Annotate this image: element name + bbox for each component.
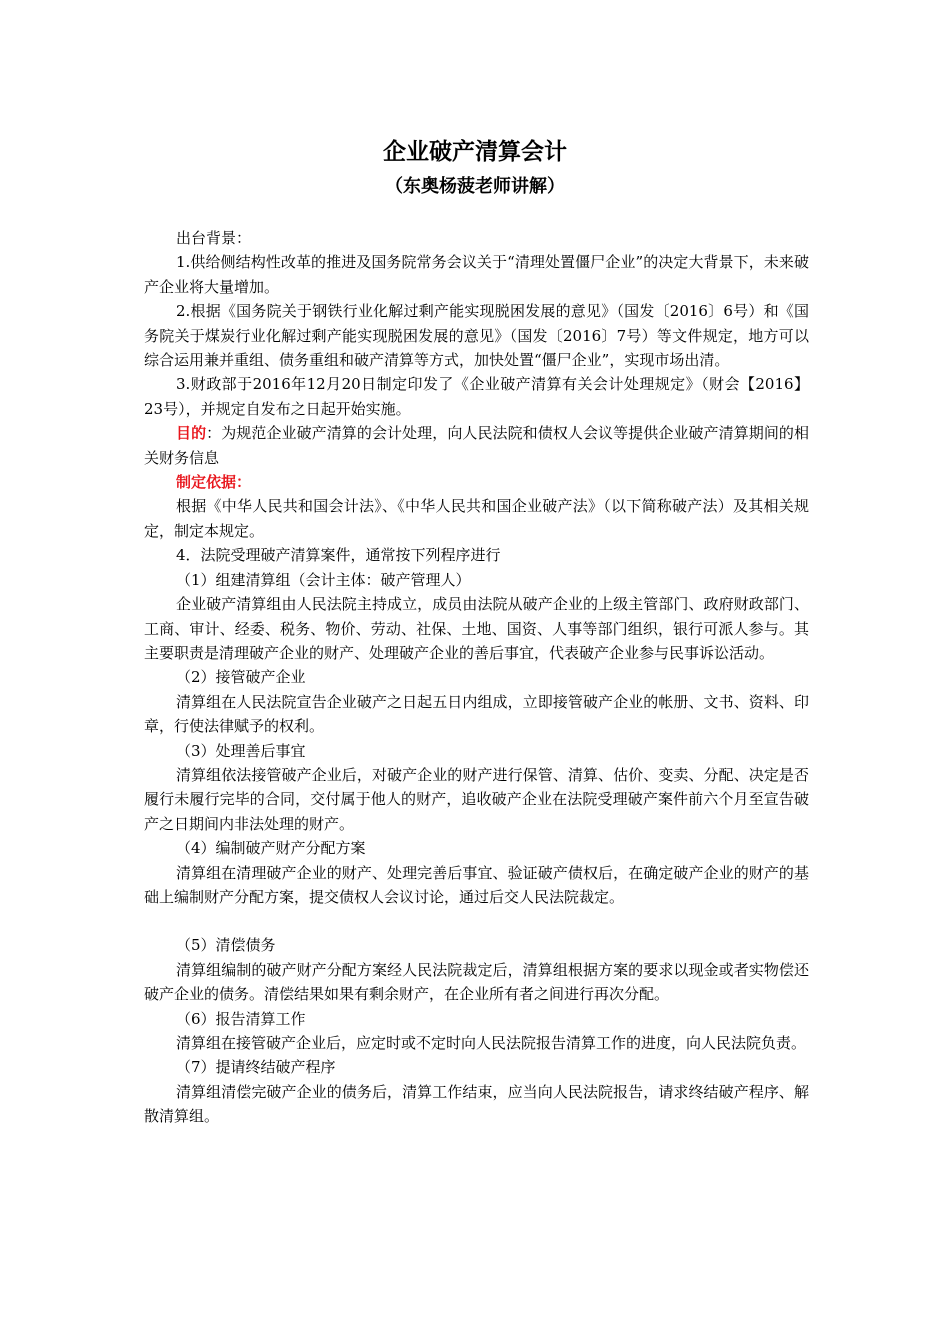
step-title: （4）编制破产财产分配方案 [176, 839, 366, 858]
purpose-label: 目的 [176, 424, 207, 443]
background-heading: 出台背景： [176, 229, 252, 247]
paragraph-gap [144, 909, 809, 933]
step-title: （6）报告清算工作 [176, 1009, 306, 1028]
background-point-3: 3.财政部于2016年12月20日制定印发了《企业破产清算有关会计处理规定》（财会【2016】23号），并规定自发布之日起开始实施。 [144, 375, 809, 418]
background-point-2: 2.根据《国务院关于钢铁行业化解过剩产能实现脱困发展的意见》（国发〔2016〕6号）和《国务院关于煤炭行业化解过剩产能实现脱困发展的意见》（国发〔2016〕7号）等文件规定，地方可以综合运用兼并重组、债务重组和破产清算等方式，加快处置“僵尸企业”，实现市场出清。 [144, 302, 809, 370]
document-subtitle: （东奥杨菠老师讲解） [385, 176, 565, 197]
step-text: 清算组在人民法院宣告企业破产之日起五日内组成，立即接管破产企业的帐册、文书、资料、印章，行使法律赋予的权利。 [144, 692, 809, 736]
step-title: （3）处理善后事宜 [176, 741, 306, 760]
procedure-heading: 4．法院受理破产清算案件，通常按下列程序进行 [176, 546, 501, 565]
document-body [144, 226, 809, 1129]
step-title: （1）组建清算组（会计主体：破产管理人） [176, 570, 471, 589]
step-text: 清算组在清理破产企业的财产、处理完善后事宜、验证破产债权后，在确定破产企业的财产的基础上编制财产分配方案，提交债权人会议讨论，通过后交人民法院裁定。 [144, 863, 809, 906]
step-title: （7）提请终结破产程序 [176, 1058, 336, 1077]
step-title: （2）接管破产企业 [176, 668, 306, 687]
basis-colon: ： [236, 473, 252, 492]
step-text: 清算组在接管破产企业后，应定时或不定时向人民法院报告清算工作的进度，向人民法院负责。 [176, 1034, 807, 1052]
document-title: 企业破产清算会计 [383, 139, 567, 165]
purpose-paragraph [144, 421, 809, 470]
basis-text: 根据《中华人民共和国会计法》、《中华人民共和国企业破产法》（以下简称破产法）及其相关规定，制定本规定。 [144, 497, 809, 540]
basis-label: 制定依据 [176, 473, 237, 492]
step-text: 企业破产清算组由人民法院主持成立，成员由法院从破产企业的上级主管部门、政府财政部门、工商、审计、经委、税务、物价、劳动、社保、土地、国资、人事等部门组织，银行可派人参与。其主要职责是清理破产企业的财产、处理破产企业的善后事宜，代表破产企业参与民事诉讼活动。 [144, 595, 809, 662]
purpose-text: ：为规范企业破产清算的会计处理，向人民法院和债权人会议等提供企业破产清算期间的相关财务信息 [144, 424, 809, 467]
basis-heading [144, 470, 809, 494]
background-point-1: 1.供给侧结构性改革的推进及国务院常务会议关于“清理处置僵尸企业”的决定大背景下，未来破产企业将大量增加。 [144, 253, 809, 296]
step-title: （5）清偿债务 [176, 936, 276, 955]
step-text: 清算组清偿完破产企业的债务后，清算工作结束，应当向人民法院报告，请求终结破产程序、解散清算组。 [144, 1082, 809, 1126]
step-text: 清算组编制的破产财产分配方案经人民法院裁定后，清算组根据方案的要求以现金或者实物偿还破产企业的债务。清偿结果如果有剩余财产，在企业所有者之间进行再次分配。 [144, 960, 809, 1004]
step-text: 清算组依法接管破产企业后，对破产企业的财产进行保管、清算、估价、变卖、分配、决定是否履行未履行完毕的合同，交付属于他人的财产，追收破产企业在法院受理破产案件前六个月至宣告破产之日期间内非法处理的财产。 [144, 765, 809, 833]
